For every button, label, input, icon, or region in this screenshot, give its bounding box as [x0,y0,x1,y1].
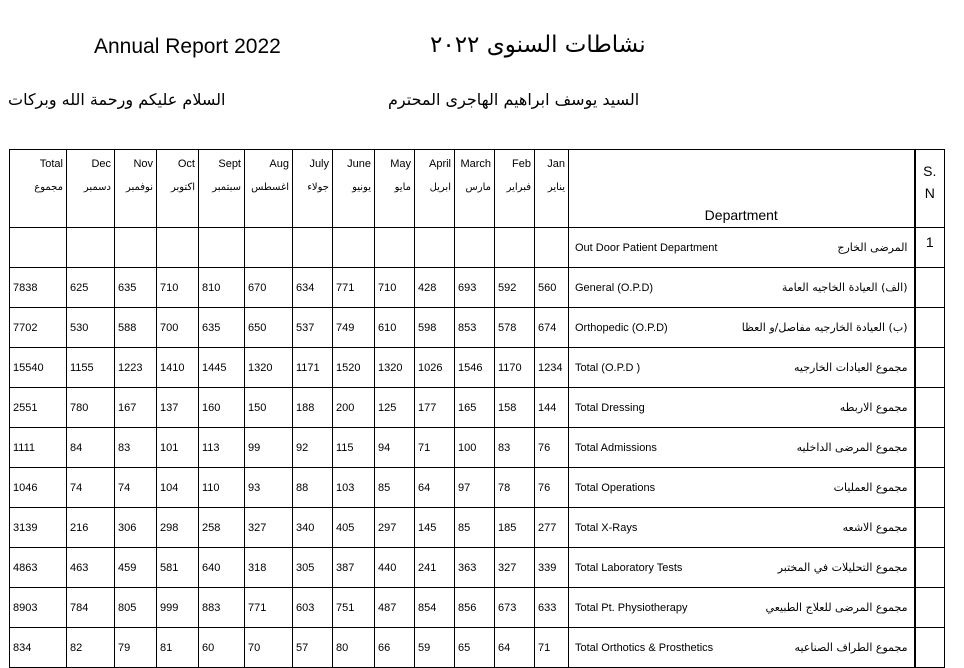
table-row [10,228,945,268]
value-cell: 165 [455,388,495,428]
value-cell: 771 [245,588,293,628]
value-cell: 83 [495,428,535,468]
department-name-en: Total Laboratory Tests [575,561,683,574]
month-header-june [333,150,375,228]
value-cell: 405 [333,508,375,548]
value-cell: 363 [455,548,495,588]
value-cell [199,228,245,268]
table-row [10,508,945,548]
value-cell: 1320 [245,348,293,388]
value-cell: 66 [375,628,415,668]
value-cell: 76 [535,428,569,468]
month-header-july [293,150,333,228]
value-cell: 298 [157,508,199,548]
month-label-en: July [309,158,329,170]
value-cell: 82 [67,628,115,668]
value-cell: 83 [115,428,157,468]
value-cell: 4863 [10,548,67,588]
table-row [10,268,945,308]
value-cell: 71 [415,428,455,468]
value-cell: 113 [199,428,245,468]
department-cell [569,268,915,308]
department-name-ar: مجموع التحليلات في المختبر [777,561,908,574]
table-row [10,588,945,628]
value-cell: 277 [535,508,569,548]
serial-number-cell [915,308,945,348]
value-cell: 177 [415,388,455,428]
value-cell: 318 [245,548,293,588]
table-row [10,628,945,668]
value-cell: 805 [115,588,157,628]
department-name-en: Total (O.P.D ) [575,361,641,374]
department-cell [569,468,915,508]
department-cell [569,628,915,668]
month-label-ar: فبراير [506,182,531,193]
month-header-feb [495,150,535,228]
value-cell [535,228,569,268]
value-cell: 640 [199,548,245,588]
value-cell: 1520 [333,348,375,388]
month-label-en: Nov [133,158,153,170]
value-cell [157,228,199,268]
value-cell: 7838 [10,268,67,308]
value-cell: 749 [333,308,375,348]
value-cell: 610 [375,308,415,348]
value-cell: 387 [333,548,375,588]
report-title-english: Annual Report 2022 [94,35,281,58]
department-name-ar: مجموع العمليات [833,481,908,494]
value-cell: 71 [535,628,569,668]
department-cell [569,228,915,268]
value-cell: 1234 [535,348,569,388]
department-name-ar: المرضى الخارج [837,241,908,254]
department-header: Department [569,150,915,228]
value-cell: 160 [199,388,245,428]
value-cell: 125 [375,388,415,428]
value-cell: 88 [293,468,333,508]
value-cell: 185 [495,508,535,548]
value-cell: 94 [375,428,415,468]
value-cell [375,228,415,268]
sn-header: S. N [915,150,945,228]
month-label-en: Aug [269,158,289,170]
value-cell: 1170 [495,348,535,388]
value-cell: 1026 [415,348,455,388]
value-cell: 487 [375,588,415,628]
value-cell: 560 [535,268,569,308]
value-cell: 635 [199,308,245,348]
value-cell: 634 [293,268,333,308]
value-cell: 578 [495,308,535,348]
department-name-en: Total Orthotics & Prosthetics [575,641,714,654]
department-name-en: Total X-Rays [575,521,638,534]
value-cell: 100 [455,428,495,468]
value-cell: 167 [115,388,157,428]
serial-number-cell [915,348,945,388]
value-cell: 459 [115,548,157,588]
value-cell: 700 [157,308,199,348]
value-cell [455,228,495,268]
value-cell: 137 [157,388,199,428]
value-cell: 693 [455,268,495,308]
department-name-ar: مجموع الاشعه [842,521,908,534]
value-cell [293,228,333,268]
month-header-april [415,150,455,228]
table-row [10,388,945,428]
value-cell [10,228,67,268]
value-cell [333,228,375,268]
department-name-ar: مجموع المرضى الداخليه [796,441,908,454]
month-label-ar: جولاء [307,182,329,193]
greeting-arabic: السلام عليكم ورحمة الله وبركات [8,90,226,109]
value-cell: 97 [455,468,495,508]
value-cell: 79 [115,628,157,668]
value-cell: 999 [157,588,199,628]
value-cell: 853 [455,308,495,348]
value-cell: 854 [415,588,455,628]
month-label-en: Oct [177,158,195,170]
department-name-en: General (O.P.D) [575,281,654,294]
value-cell: 101 [157,428,199,468]
month-header-may [375,150,415,228]
report-title-arabic: نشاطات السنوى ٢٠٢٢ [430,32,646,58]
department-cell [569,588,915,628]
value-cell: 110 [199,468,245,508]
value-cell: 784 [67,588,115,628]
value-cell: 339 [535,548,569,588]
value-cell: 633 [535,588,569,628]
month-header-total [10,150,67,228]
department-cell [569,388,915,428]
serial-number-cell [915,588,945,628]
value-cell: 1320 [375,348,415,388]
value-cell: 834 [10,628,67,668]
value-cell: 1111 [10,428,67,468]
value-cell [245,228,293,268]
department-name-ar: (الف) العيادة الخاجيه العامة [781,281,908,294]
value-cell: 1546 [455,348,495,388]
value-cell: 297 [375,508,415,548]
value-cell: 327 [495,548,535,588]
table-row [10,428,945,468]
month-label-ar: مارس [465,182,491,193]
value-cell [415,228,455,268]
value-cell: 305 [293,548,333,588]
value-cell: 241 [415,548,455,588]
month-label-ar: مجموع [34,182,63,193]
department-cell [569,308,915,348]
value-cell: 150 [245,388,293,428]
value-cell: 1155 [67,348,115,388]
month-header-march [455,150,495,228]
value-cell: 780 [67,388,115,428]
value-cell: 81 [157,628,199,668]
value-cell [495,228,535,268]
value-cell: 74 [67,468,115,508]
department-cell [569,428,915,468]
value-cell: 710 [157,268,199,308]
department-name-en: Orthopedic (O.P.D) [575,321,668,334]
value-cell: 1223 [115,348,157,388]
month-label-ar: نوفمبر [125,182,153,193]
value-cell [115,228,157,268]
value-cell: 216 [67,508,115,548]
addressee-arabic: السيد يوسف ابراهيم الهاجرى المحترم [388,90,640,109]
value-cell: 92 [293,428,333,468]
value-cell: 8903 [10,588,67,628]
value-cell: 85 [455,508,495,548]
month-label-en: Dec [91,158,111,170]
table-body [10,228,945,668]
value-cell: 115 [333,428,375,468]
value-cell: 625 [67,268,115,308]
month-label-ar: مايو [394,182,411,193]
month-label-en: Jan [547,158,565,170]
value-cell: 771 [333,268,375,308]
month-label-ar: اكتوبر [170,182,195,193]
value-cell: 57 [293,628,333,668]
department-cell [569,508,915,548]
month-label-en: May [390,158,411,170]
value-cell: 258 [199,508,245,548]
month-label-ar: يونيو [352,182,371,193]
month-label-ar: ابريل [429,182,451,193]
month-label-ar: سبتمبر [212,182,241,193]
table-row [10,468,945,508]
serial-number-cell [915,548,945,588]
value-cell: 673 [495,588,535,628]
value-cell: 59 [415,628,455,668]
value-cell: 70 [245,628,293,668]
department-name-ar: مجموع الاربطه [839,401,908,414]
month-label-en: Sept [218,158,241,170]
value-cell: 76 [535,468,569,508]
month-label-en: June [347,158,371,170]
month-label-en: March [460,158,491,170]
value-cell: 537 [293,308,333,348]
month-header-aug [245,150,293,228]
serial-number-cell: 1 [915,228,945,268]
value-cell: 78 [495,468,535,508]
value-cell: 598 [415,308,455,348]
value-cell: 103 [333,468,375,508]
serial-number-cell [915,468,945,508]
value-cell: 74 [115,468,157,508]
value-cell: 306 [115,508,157,548]
value-cell: 710 [375,268,415,308]
value-cell: 588 [115,308,157,348]
month-label-en: Feb [512,158,531,170]
value-cell: 1046 [10,468,67,508]
value-cell: 80 [333,628,375,668]
value-cell: 15540 [10,348,67,388]
value-cell: 200 [333,388,375,428]
value-cell: 751 [333,588,375,628]
value-cell: 158 [495,388,535,428]
value-cell [67,228,115,268]
value-cell: 2551 [10,388,67,428]
department-cell [569,348,915,388]
department-name-en: Total Admissions [575,441,657,454]
month-label-ar: اغسطس [251,182,289,193]
value-cell: 3139 [10,508,67,548]
value-cell: 1445 [199,348,245,388]
month-header-nov [115,150,157,228]
value-cell: 327 [245,508,293,548]
value-cell: 64 [495,628,535,668]
month-header-oct [157,150,199,228]
value-cell: 1171 [293,348,333,388]
serial-number-cell [915,268,945,308]
value-cell: 635 [115,268,157,308]
serial-number-cell [915,388,945,428]
month-label-ar: يناير [547,182,565,193]
value-cell: 85 [375,468,415,508]
value-cell: 530 [67,308,115,348]
month-label-en: Total [39,158,63,170]
value-cell: 428 [415,268,455,308]
serial-number-cell [915,628,945,668]
value-cell: 84 [67,428,115,468]
value-cell: 93 [245,468,293,508]
serial-number-cell [915,428,945,468]
department-name-en: Total Operations [575,481,656,494]
value-cell: 188 [293,388,333,428]
table-row [10,348,945,388]
department-name-en: Total Dressing [575,401,645,414]
table-header-row [10,150,945,228]
value-cell: 7702 [10,308,67,348]
value-cell: 856 [455,588,495,628]
table-row [10,548,945,588]
value-cell: 463 [67,548,115,588]
department-name-en: Total Pt. Physiotherapy [575,601,688,614]
serial-number-cell [915,508,945,548]
value-cell: 65 [455,628,495,668]
value-cell: 883 [199,588,245,628]
month-header-sept [199,150,245,228]
value-cell: 592 [495,268,535,308]
value-cell: 650 [245,308,293,348]
value-cell: 144 [535,388,569,428]
value-cell: 104 [157,468,199,508]
value-cell: 810 [199,268,245,308]
department-name-ar: مجموع الطراف الصناعيه [794,641,908,654]
value-cell: 440 [375,548,415,588]
month-header-jan [535,150,569,228]
month-label-en: April [428,158,451,170]
department-cell [569,548,915,588]
value-cell: 581 [157,548,199,588]
department-name-en: Out Door Patient Department [575,241,718,254]
table-row [10,308,945,348]
month-label-ar: دسمبر [83,182,111,193]
month-header-dec [67,150,115,228]
value-cell: 60 [199,628,245,668]
department-name-ar: (ب) العيادة الخارجيه مفاصل/و العظا [741,321,908,334]
value-cell: 670 [245,268,293,308]
value-cell: 603 [293,588,333,628]
value-cell: 64 [415,468,455,508]
annual-report-table [9,149,945,668]
value-cell: 340 [293,508,333,548]
value-cell: 145 [415,508,455,548]
value-cell: 99 [245,428,293,468]
department-name-ar: مجموع المرضى للعلاج الطبيعي [765,601,908,614]
value-cell: 1410 [157,348,199,388]
value-cell: 674 [535,308,569,348]
department-name-ar: مجموع العيادات الخارجيه [794,361,908,374]
